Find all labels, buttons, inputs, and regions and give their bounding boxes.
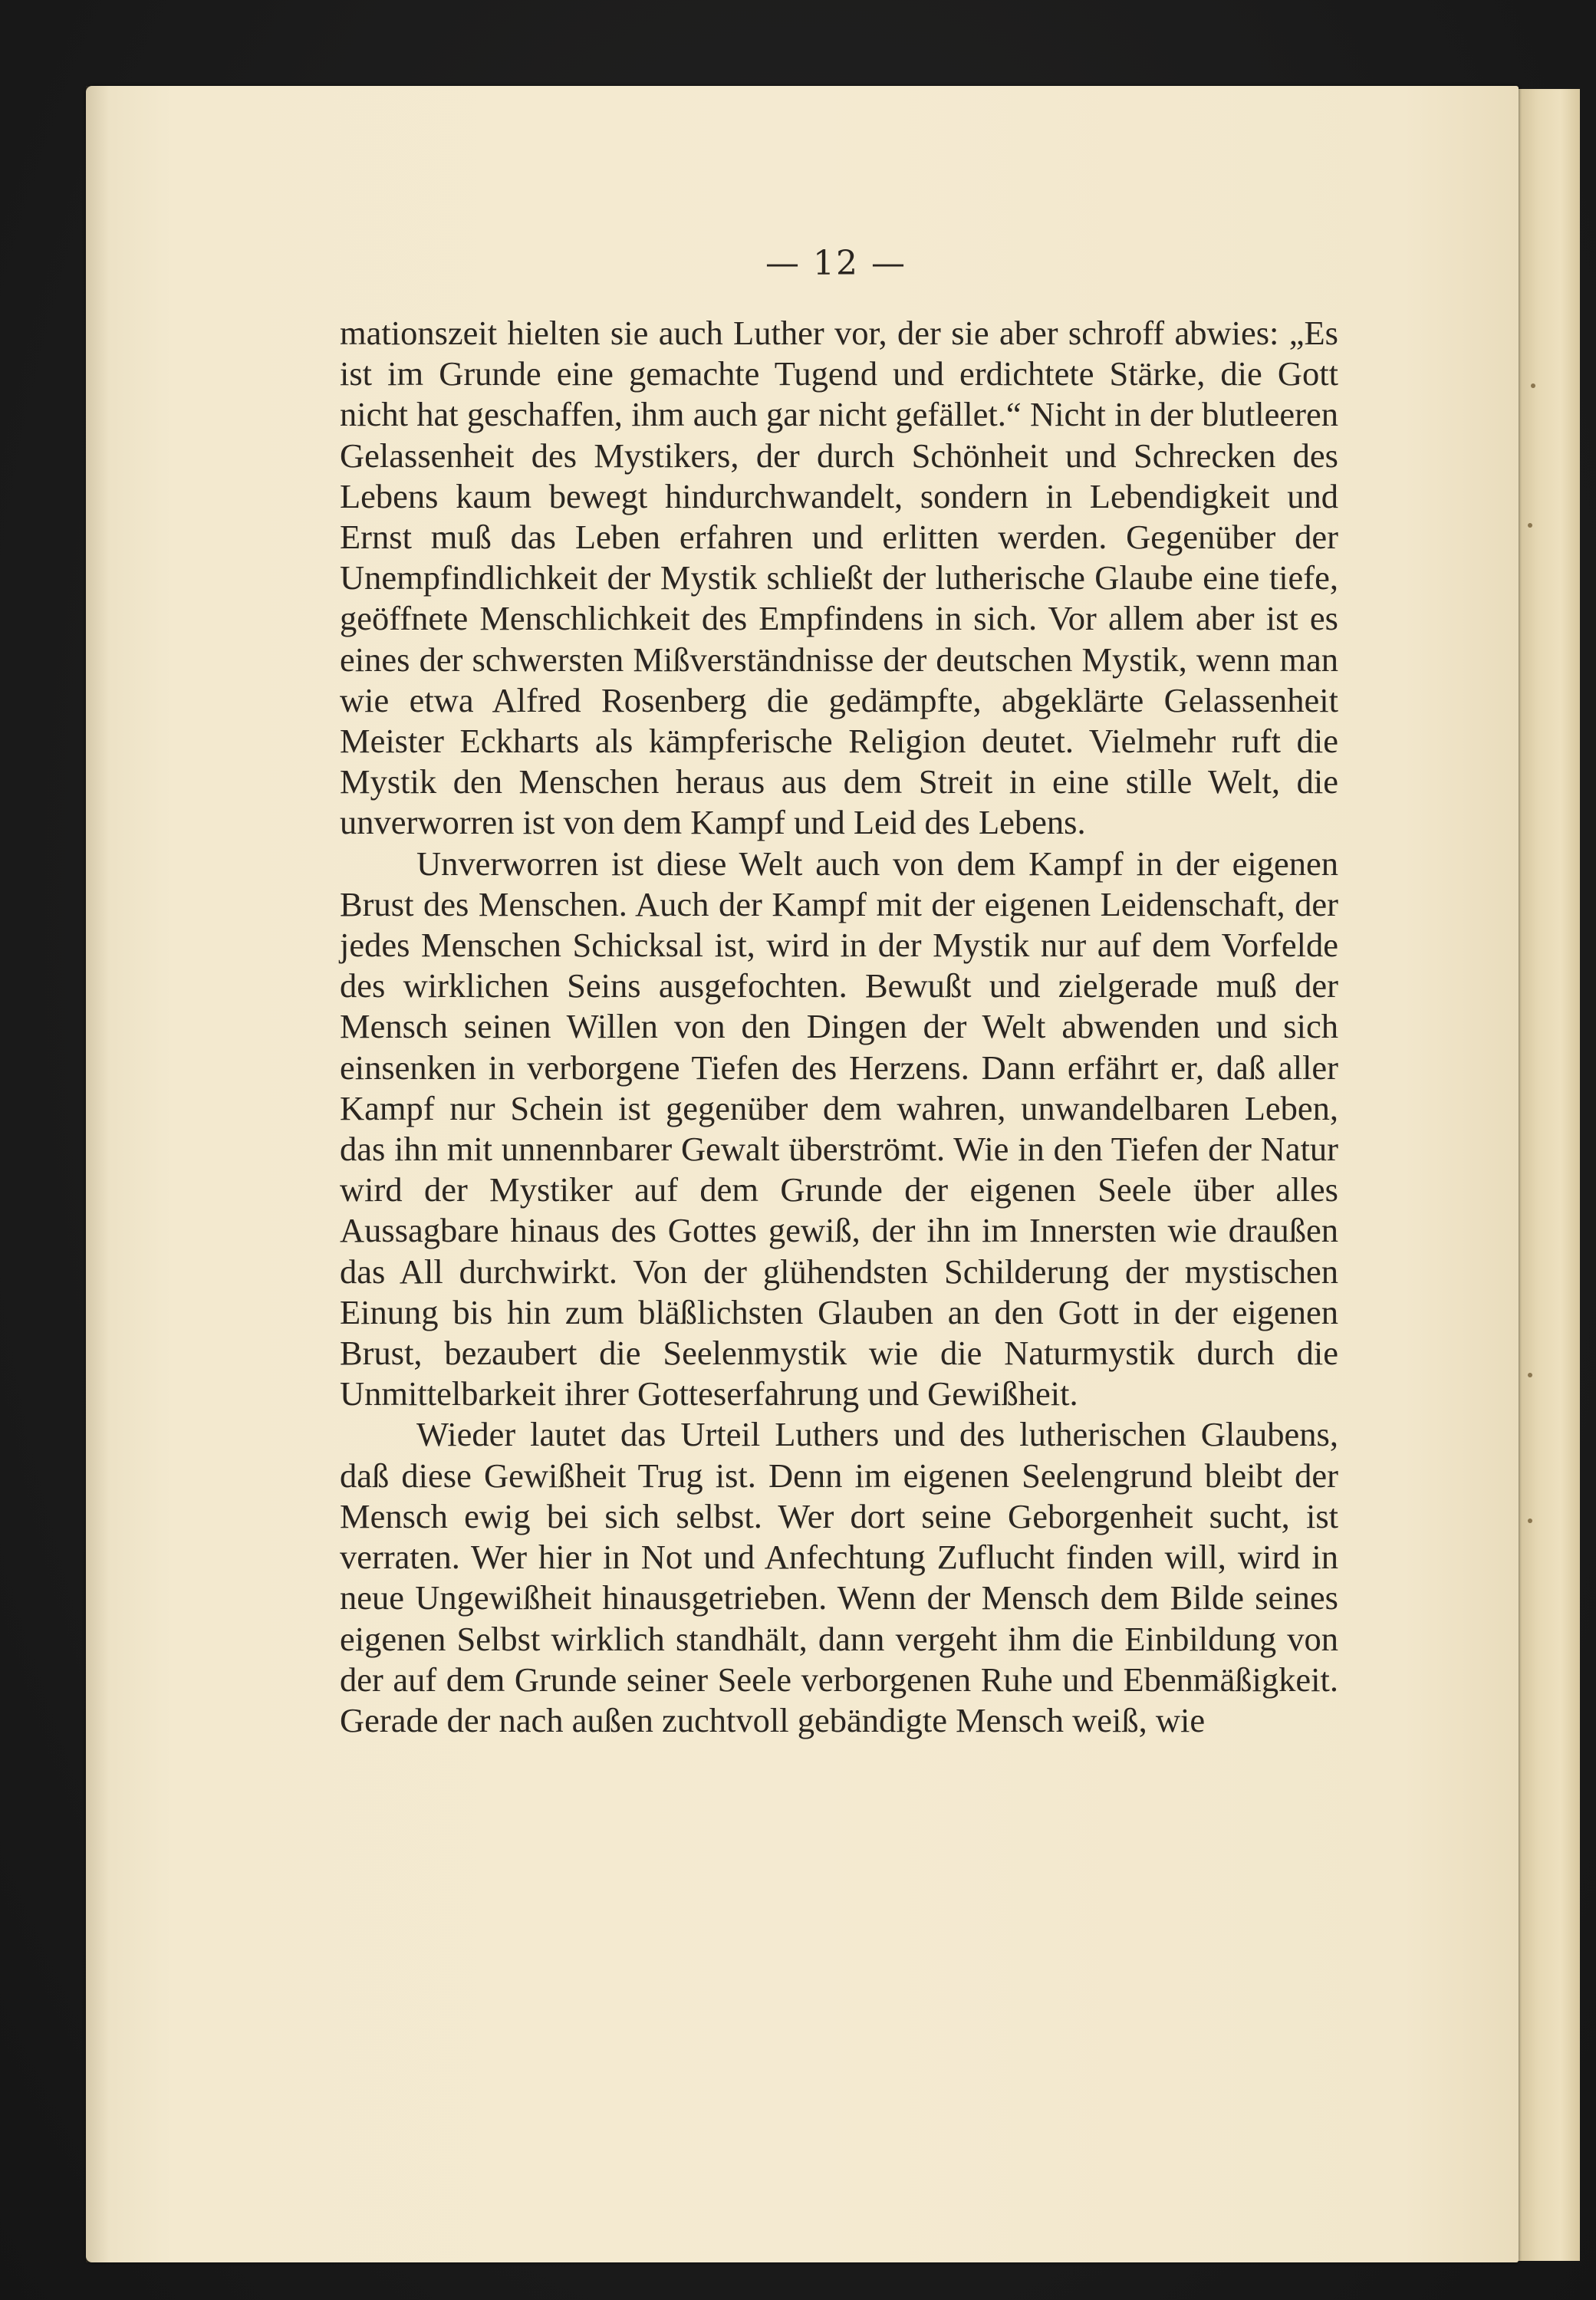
page-number: — 12 — bbox=[765, 244, 907, 283]
paragraph-2: Unverworren ist diese Welt auch von dem Kampf in der eigenen Brust des Menschen. Auch der Kampf mit der eigenen Leidenschaft, der jedes Menschen Schicksal ist, wird in der Mystik nur auf dem Vorfelde des wirklichen Seins ausgefochten. Bewußt und zielgerade muß der Mensch seinen Willen von den Dingen der Welt abwenden und sich einsenken in verborgene Tiefen des Herzens. Dann erfährt er, daß aller Kampf nur Schein ist gegenüber dem wahren, unwandelbaren Leben, das ihn mit unnennbarer Gewalt überströmt. Wie in den Tiefen der Natur wird der Mystiker auf dem Grunde der eigenen Seele über alles Aussagbare hinaus des Gottes gewiß, der ihn im Innersten wie draußen das All durchwirkt. Von der glühendsten Schilderung der mystischen Einung bis hin zum bläßlichsten Glauben an den Gott in der eigenen Brust, bezaubert die Seelenmystik wie die Naturmystik durch die Unmittelbarkeit ihrer Gotteserfahrung und Gewißheit. bbox=[340, 844, 1338, 1413]
margin-speck bbox=[1531, 383, 1535, 388]
margin-speck bbox=[1528, 1373, 1532, 1377]
page-gutter-shadow bbox=[86, 86, 109, 2262]
margin-speck bbox=[1528, 523, 1532, 528]
paragraph-3: Wieder lautet das Urteil Luthers und des lutherischen Glaubens, daß diese Gewißheit Trug ist. Denn im eigenen Seelengrund bleibt der Mensch ewig bei sich selbst. Wer dort seine Geborgenheit sucht, ist verraten. Wer hier in Not und Anfechtung Zuflucht finden will, wird in neue Ungewißheit hinausgetrieben. Wenn der Mensch dem Bilde seines eigenen Selbst wirklich standhält, dann vergeht ihm die Einbildung von der auf dem Grunde seiner Seele verborgenen Ruhe und Ebenmäßigkeit. Gerade der nach außen zuchtvoll gebändigte Mensch weiß, wie bbox=[340, 1415, 1338, 1739]
paragraph-1: mationszeit hielten sie auch Luther vor, der sie aber schroff abwies: „Es ist im Grunde eine gemachte Tugend und erdichtete Stärke, die Gott nicht hat geschaffen, ihm auch gar nicht gefället.“ Nicht in der blutleeren Gelassenheit des Mystikers, der durch Schönheit und Schrecken des Lebens kaum bewegt hindurchwandelt, sondern in Lebendigkeit und Ernst muß das Leben erfahren und erlitten werden. Gegenüber der Unempfindlichkeit der Mystik schließt der lutherische Glaube eine tiefe, geöffnete Menschlichkeit des Empfindens in sich. Vor allem aber ist es eines der schwersten Mißverständnisse der deutschen Mystik, wenn man wie etwa Alfred Rosenberg die gedämpfte, abgeklärte Gelassenheit Meister Eckharts als kämpferische Religion deutet. Vielmehr ruft die Mystik den Menschen heraus aus dem Streit in eine stille Welt, die unverworren ist von dem Kampf und Leid des Lebens. bbox=[340, 314, 1338, 842]
body-text bbox=[340, 313, 1338, 1741]
next-page-edge bbox=[1514, 89, 1580, 2261]
margin-speck bbox=[1528, 1519, 1532, 1523]
